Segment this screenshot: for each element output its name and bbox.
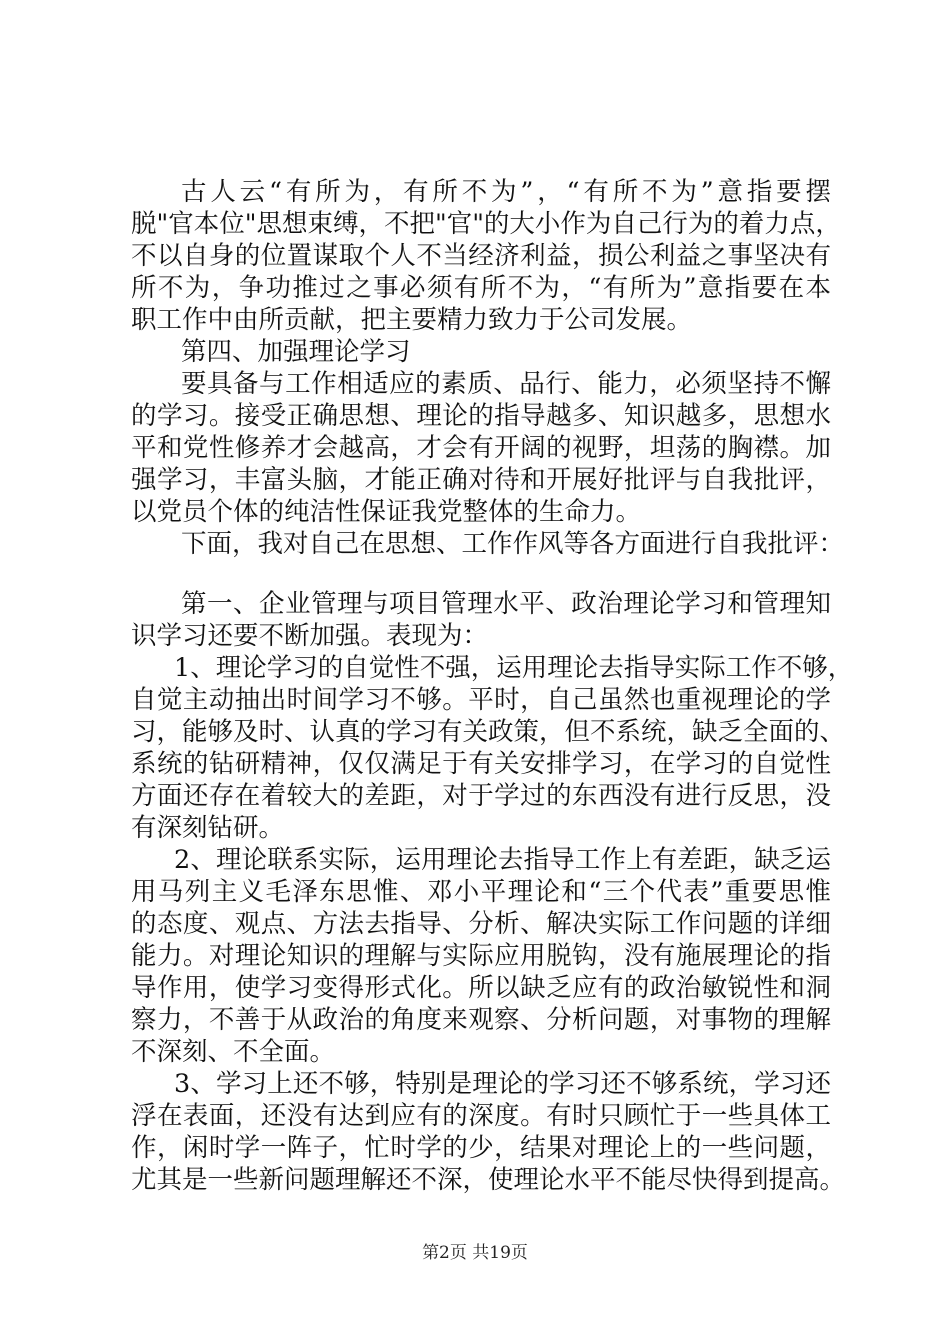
paragraph-3-line-3: 平和党性修养才会越高，才会有开阔的视野，坦荡的胸襟。加 [131,433,831,463]
paragraph-6-line-5: 方面还存在着较大的差距，对于学过的东西没有进行反思，没 [131,781,831,811]
paragraph-4-line-1: 下面，我对自己在思想、工作作风等各方面进行自我批评： [181,529,845,559]
paragraph-6-line-2: 自觉主动抽出时间学习不够。平时，自己虽然也重视理论的学 [131,685,831,715]
paragraph-8-line-3: 作，闲时学一阵子，忙时学的少，结果对理论上的一些问题， [131,1133,831,1163]
paragraph-5-line-1: 第一、企业管理与项目管理水平、政治理论学习和管理知 [181,589,831,619]
section-heading-4: 第四、加强理论学习 [181,337,411,367]
paragraph-1-line-4: 所不为，争功推过之事必须有所不为，“有所为”意指要在本 [131,273,831,303]
paragraph-8-line-4: 尤其是一些新问题理解还不深，使理论水平不能尽快得到提高。 [131,1165,846,1195]
paragraph-3-line-1: 要具备与工作相适应的素质、品行、能力，必须坚持不懈 [181,369,831,399]
paragraph-6-line-4: 系统的钻研精神，仅仅满足于有关安排学习，在学习的自觉性 [131,749,831,779]
paragraph-7-line-1: 2、理论联系实际，运用理论去指导工作上有差距，缺乏运 [174,845,831,875]
paragraph-7-line-6: 察力，不善于从政治的角度来观察、分析问题，对事物的理解 [131,1005,831,1035]
paragraph-8-line-2: 浮在表面，还没有达到应有的深度。有时只顾忙于一些具体工 [131,1101,831,1131]
paragraph-7-line-5: 导作用，使学习变得形式化。所以缺乏应有的政治敏锐性和洞 [131,973,831,1003]
paragraph-6-line-3: 习，能够及时、认真的学习有关政策，但不系统，缺乏全面的、 [131,717,846,747]
paragraph-7-line-7: 不深刻、不全面。 [131,1037,336,1067]
paragraph-1-line-3: 不以自身的位置谋取个人不当经济利益，损公利益之事坚决有 [131,241,831,271]
paragraph-7-line-3: 的态度、观点、方法去指导、分析、解决实际工作问题的详细 [131,909,831,939]
paragraph-6-line-6: 有深刻钻研。 [131,813,285,843]
paragraph-3-line-2: 的学习。接受正确思想、理论的指导越多、知识越多，思想水 [131,401,831,431]
paragraph-3-line-4: 强学习，丰富头脑，才能正确对待和开展好批评与自我批评， [131,465,831,495]
paragraph-5-line-2: 识学习还要不断加强。表现为： [131,621,489,651]
page-number-footer: 第2页 共19页 [422,1243,528,1263]
paragraph-8-line-1: 3、学习上还不够，特别是理论的学习还不够系统，学习还 [174,1069,831,1099]
paragraph-7-line-2: 用马列主义毛泽东思惟、邓小平理论和“三个代表”重要思惟 [131,877,831,907]
paragraph-3-line-5: 以党员个体的纯洁性保证我党整体的生命力。 [131,497,642,527]
paragraph-1-line-5: 职工作中由所贡献，把主要精力致力于公司发展。 [131,305,693,335]
paragraph-1-line-1: 古人云“有所为，有所不为”，“有所不为”意指要摆 [181,177,831,207]
paragraph-6-line-1: 1、理论学习的自觉性不强，运用理论去指导实际工作不够， [174,653,854,683]
paragraph-7-line-4: 能力。对理论知识的理解与实际应用脱钩，没有施展理论的指 [131,941,831,971]
paragraph-1-line-2: 脱"官本位"思想束缚，不把"官"的大小作为自己行为的着力点， [131,209,841,239]
